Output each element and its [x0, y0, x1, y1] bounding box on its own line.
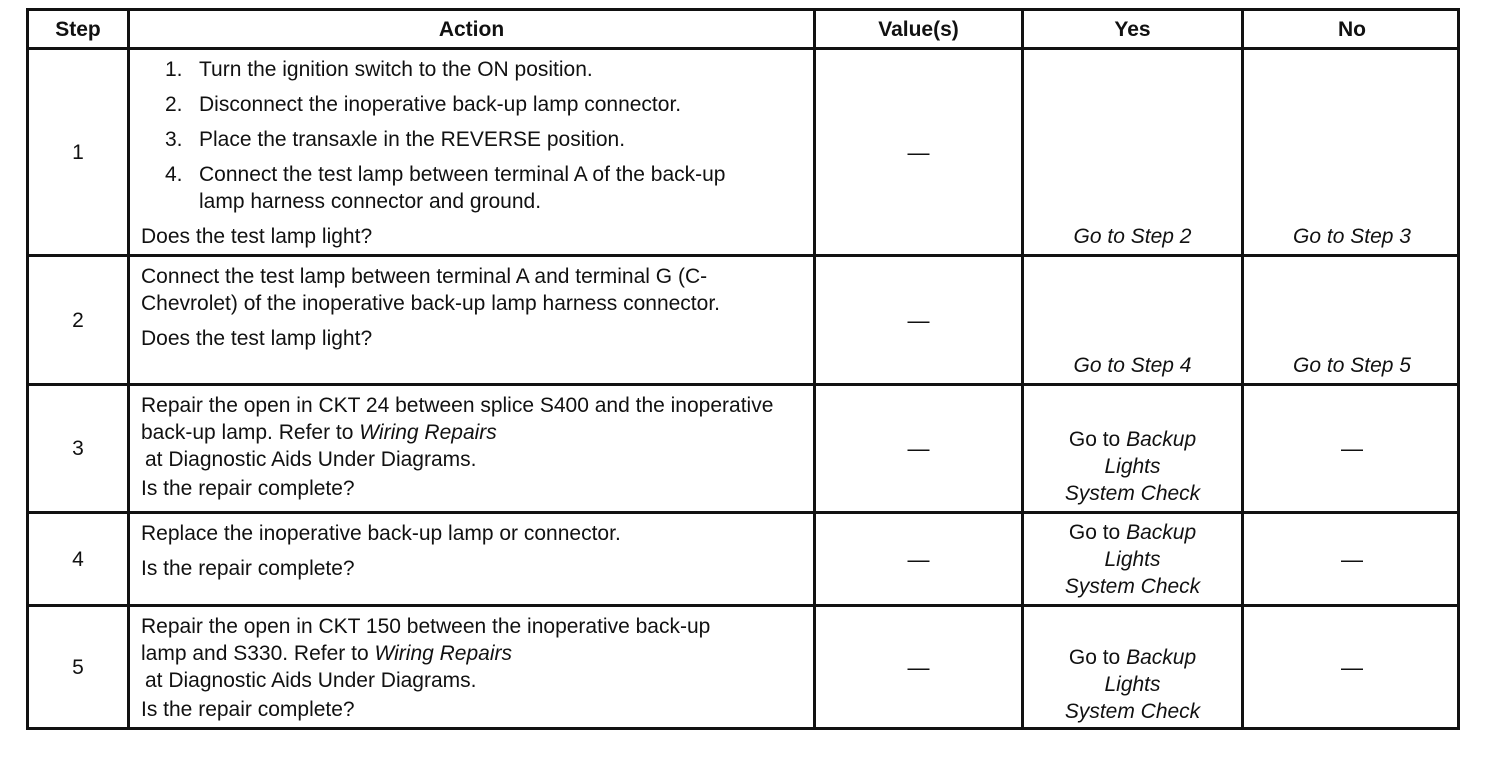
step-number: 3	[72, 437, 84, 460]
row-divider	[29, 254, 1457, 257]
action-question: Is the repair complete?	[141, 557, 355, 580]
action-cell	[141, 263, 791, 381]
step-number: 1	[72, 140, 84, 164]
no-cell: —	[1341, 654, 1363, 680]
no-cell: —	[1341, 436, 1363, 461]
action-cell	[141, 520, 791, 604]
action-cell	[141, 56, 809, 251]
header-action: Action	[438, 17, 505, 41]
step-number: 5	[72, 655, 84, 679]
row-divider	[29, 604, 1457, 607]
list-item: 1. Turn the ignition switch to the ON position.	[165, 58, 593, 81]
row-divider	[29, 511, 1457, 514]
action-step-list	[141, 56, 809, 215]
yes-link[interactable]: Go to Step 2	[1073, 225, 1192, 248]
header-values: Value(s)	[878, 17, 959, 41]
action-question: Does the test lamp light?	[141, 327, 373, 350]
action-question: Is the repair complete?	[141, 698, 355, 721]
value-cell: —	[907, 654, 930, 680]
step-number: 2	[72, 308, 84, 332]
value-cell: —	[907, 139, 930, 165]
action-cell	[141, 392, 791, 510]
diagnostic-table	[26, 8, 1460, 730]
action-text: Repair the open in CKT 24 between splice S400 and the inoperative back-up lamp. Refer to Wiring Repairs at Diagnostic Aids Under Diagrams.	[141, 394, 774, 471]
list-item: 3. Place the transaxle in the REVERSE position.	[165, 128, 626, 151]
yes-link[interactable]: Go to Backup Lights System Check	[1064, 646, 1201, 723]
row-divider	[29, 47, 1457, 50]
action-text: Connect the test lamp between terminal A and terminal G (C-Chevrolet) of the inoperative back-up lamp harness connector.	[141, 265, 720, 315]
no-link[interactable]: Go to Step 3	[1293, 225, 1411, 248]
header-step: Step	[55, 17, 101, 41]
step-number: 4	[72, 547, 84, 571]
yes-link[interactable]: Go to Step 4	[1073, 354, 1192, 377]
wiring-repairs-link[interactable]: Wiring Repairs	[374, 642, 512, 665]
value-cell: —	[907, 436, 930, 461]
action-question: Does the test lamp light?	[141, 225, 373, 248]
wiring-repairs-link[interactable]: Wiring Repairs	[359, 421, 497, 444]
action-question: Is the repair complete?	[141, 477, 355, 500]
value-cell: —	[907, 546, 930, 572]
no-link[interactable]: Go to Step 5	[1293, 354, 1411, 377]
header-yes: Yes	[1114, 17, 1151, 41]
column-divider	[127, 11, 130, 727]
no-cell: —	[1341, 546, 1363, 572]
action-cell	[141, 613, 761, 727]
header-no: No	[1338, 17, 1366, 41]
list-item: 2. Disconnect the inoperative back-up lamp connector.	[165, 93, 682, 116]
action-text: Repair the open in CKT 150 between the inoperative back-up lamp and S330. Refer to Wiring Repairs at Diagnostic Aids Under Diagrams.	[141, 615, 711, 692]
action-text: Replace the inoperative back-up lamp or connector.	[141, 522, 621, 545]
value-cell: —	[907, 307, 930, 333]
list-item: 4. Connect the test lamp between terminal A of the back-up lamp harness connector and ground.	[165, 163, 726, 213]
yes-link[interactable]: Go to Backup Lights System Check	[1064, 520, 1201, 598]
yes-link[interactable]: Go to Backup Lights System Check	[1064, 428, 1201, 505]
row-divider	[29, 383, 1457, 386]
